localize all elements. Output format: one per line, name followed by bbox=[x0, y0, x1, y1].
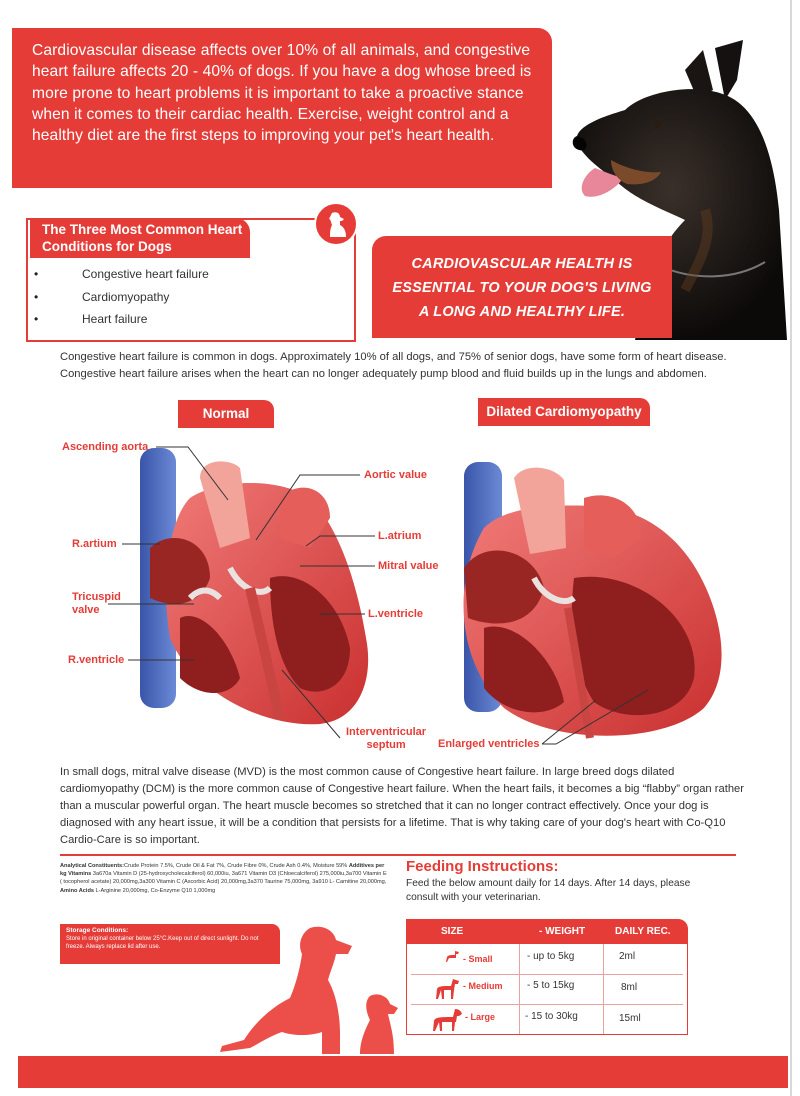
storage-title: Storage Conditions: bbox=[66, 927, 129, 934]
normal-heart-illustration bbox=[130, 438, 380, 738]
feeding-text: Feed the below amount daily for 14 days. After 14 days, please consult with your veterinarian. bbox=[406, 878, 691, 903]
label-line: septum bbox=[366, 739, 406, 751]
slogan-line: A LONG AND HEALTHY LIFE. bbox=[418, 304, 626, 320]
sitting-dog-icon bbox=[324, 211, 350, 239]
additives-label: Additives per kg Vitamins bbox=[60, 863, 385, 878]
medium-dog-icon bbox=[433, 978, 461, 1000]
analytical-text: Crude Protein 7.5%, Crude Oil & Fat 7%, Crude Fibre 0%, Crude Ash 0.4%, Moisture 59% bbox=[124, 863, 348, 869]
section-divider bbox=[60, 854, 736, 856]
row-size: - Medium bbox=[463, 981, 503, 991]
label-line: Interventricular bbox=[346, 726, 427, 738]
large-dog-icon bbox=[429, 1008, 463, 1032]
label-aortic-value: Aortic value bbox=[364, 469, 427, 481]
row-daily: 2ml bbox=[619, 951, 636, 962]
label-line: valve bbox=[72, 604, 100, 616]
row-weight: - 15 to 30kg bbox=[525, 1011, 578, 1022]
table-divider bbox=[603, 944, 604, 1034]
slogan-banner bbox=[372, 236, 672, 338]
label-line: Tricuspid bbox=[72, 591, 121, 603]
label-mitral-value: Mitral value bbox=[378, 560, 439, 572]
conditions-list bbox=[34, 266, 209, 334]
label-r-ventricle: R.ventricle bbox=[68, 654, 125, 666]
label-interventricular-septum bbox=[346, 726, 426, 752]
header-weight: - WEIGHT bbox=[539, 926, 586, 937]
label-r-artium: R.artium bbox=[72, 538, 117, 550]
analytical-label: Analytical Constituents: bbox=[60, 863, 125, 869]
label-enlarged-ventricles: Enlarged ventricles bbox=[438, 738, 540, 750]
dcm-heart-illustration bbox=[444, 458, 734, 748]
label-l-atrium: L.atrium bbox=[378, 530, 422, 542]
slogan-line: CARDIOVASCULAR HEALTH IS bbox=[411, 256, 633, 272]
normal-label: Normal bbox=[178, 400, 274, 428]
table-divider bbox=[519, 944, 520, 1034]
intro-paragraph: Congestive heart failure is common in dogs. Approximately 10% of all dogs, and 75% of senior dogs, have some form of heart disease. Congestive heart failure arises when the heart can no longer adequately pump blood and fluid builds up in the lungs and abdomen. bbox=[60, 351, 727, 380]
slogan-line: ESSENTIAL TO YOUR DOG'S LIVING bbox=[392, 280, 652, 296]
row-daily: 15ml bbox=[619, 1013, 641, 1024]
small-dog-icon bbox=[445, 950, 461, 964]
list-item: • Heart failure bbox=[34, 311, 209, 334]
storage-text: Store in original container below 25°C.Keep out of direct sunlight. Do not freeze. Always replace lid after use. bbox=[66, 936, 259, 951]
intro-banner bbox=[12, 28, 552, 188]
table-divider bbox=[411, 1004, 683, 1005]
footer-bar bbox=[18, 1056, 788, 1088]
row-weight: - 5 to 15kg bbox=[527, 980, 575, 991]
dogs-silhouette bbox=[210, 924, 420, 1056]
dog-circle-badge bbox=[314, 202, 358, 246]
header-daily: DAILY REC. bbox=[615, 926, 671, 937]
amino-acids-label: Amino Acids bbox=[60, 887, 94, 894]
table-divider bbox=[411, 974, 683, 975]
feeding-title: Feeding Instructions: bbox=[406, 858, 559, 875]
conditions-title: The Three Most Common Heart Conditions for Dogs bbox=[30, 218, 250, 258]
row-daily: 8ml bbox=[621, 982, 638, 993]
dcm-label: Dilated Cardiomyopathy bbox=[478, 398, 650, 426]
header-size: SIZE bbox=[441, 926, 464, 937]
label-ascending-aorta: Ascending aorta bbox=[62, 441, 149, 453]
amino-acids-text: L-Arginine 20,000mg, Co-Enzyme Q10 1,000mg bbox=[95, 887, 216, 894]
list-item: • Cardiomyopathy bbox=[34, 289, 209, 312]
row-size: - Large bbox=[465, 1012, 496, 1022]
row-size: - Small bbox=[463, 954, 493, 964]
additives-text: 3a670a Vitamin D (25-hydroxycholecalciferol) 60,000iu, 3a671 Vitamin D3 (Chloecalciferol) 275,000iu,3a700 Vitamin E ( tocopherol acetate) 20,000mg,3a300 Vitamin C (Ascorbic Acid) 20,000mg,3a370 Taurine 75,000mg, 3a910 L- Carnitine 20,000mg, bbox=[60, 871, 387, 886]
list-item: • Congestive heart failure bbox=[34, 266, 209, 289]
intro-banner-text: Cardiovascular disease affects over 10% of all animals, and congestive heart failure affects 20 - 40% of dogs. If you have a dog whose breed is more prone to heart problems it is important to take a proactive stance when it comes to their cardiac health. Exercise, weight control and a healthy diet are the first steps to improving your pet's heart health. bbox=[32, 42, 532, 145]
label-l-ventricle: L.ventricle bbox=[368, 608, 424, 620]
row-weight: - up to 5kg bbox=[527, 951, 575, 962]
body-paragraph: In small dogs, mitral valve disease (MVD) is the most common cause of Congestive heart failure. In large breed dogs dilated cardiomyopathy (DCM) is the more common cause of Congestive heart failure. When the heart fails, it becomes a big “flabby” organ rather than a muscular powerful organ. The heart muscle becomes so stretched that it can no longer contract effectively. Once your dog is diagnosed with any heart issue, it will be a condition that persists for a lifetime. That is why taking care of your dog's heart with Co-Q10 Cardio-Care is so important. bbox=[60, 766, 744, 846]
feeding-table bbox=[406, 919, 688, 1035]
label-tricuspid-valve bbox=[72, 591, 121, 617]
page-edge bbox=[790, 0, 792, 1096]
analytical-constituents bbox=[60, 862, 390, 895]
